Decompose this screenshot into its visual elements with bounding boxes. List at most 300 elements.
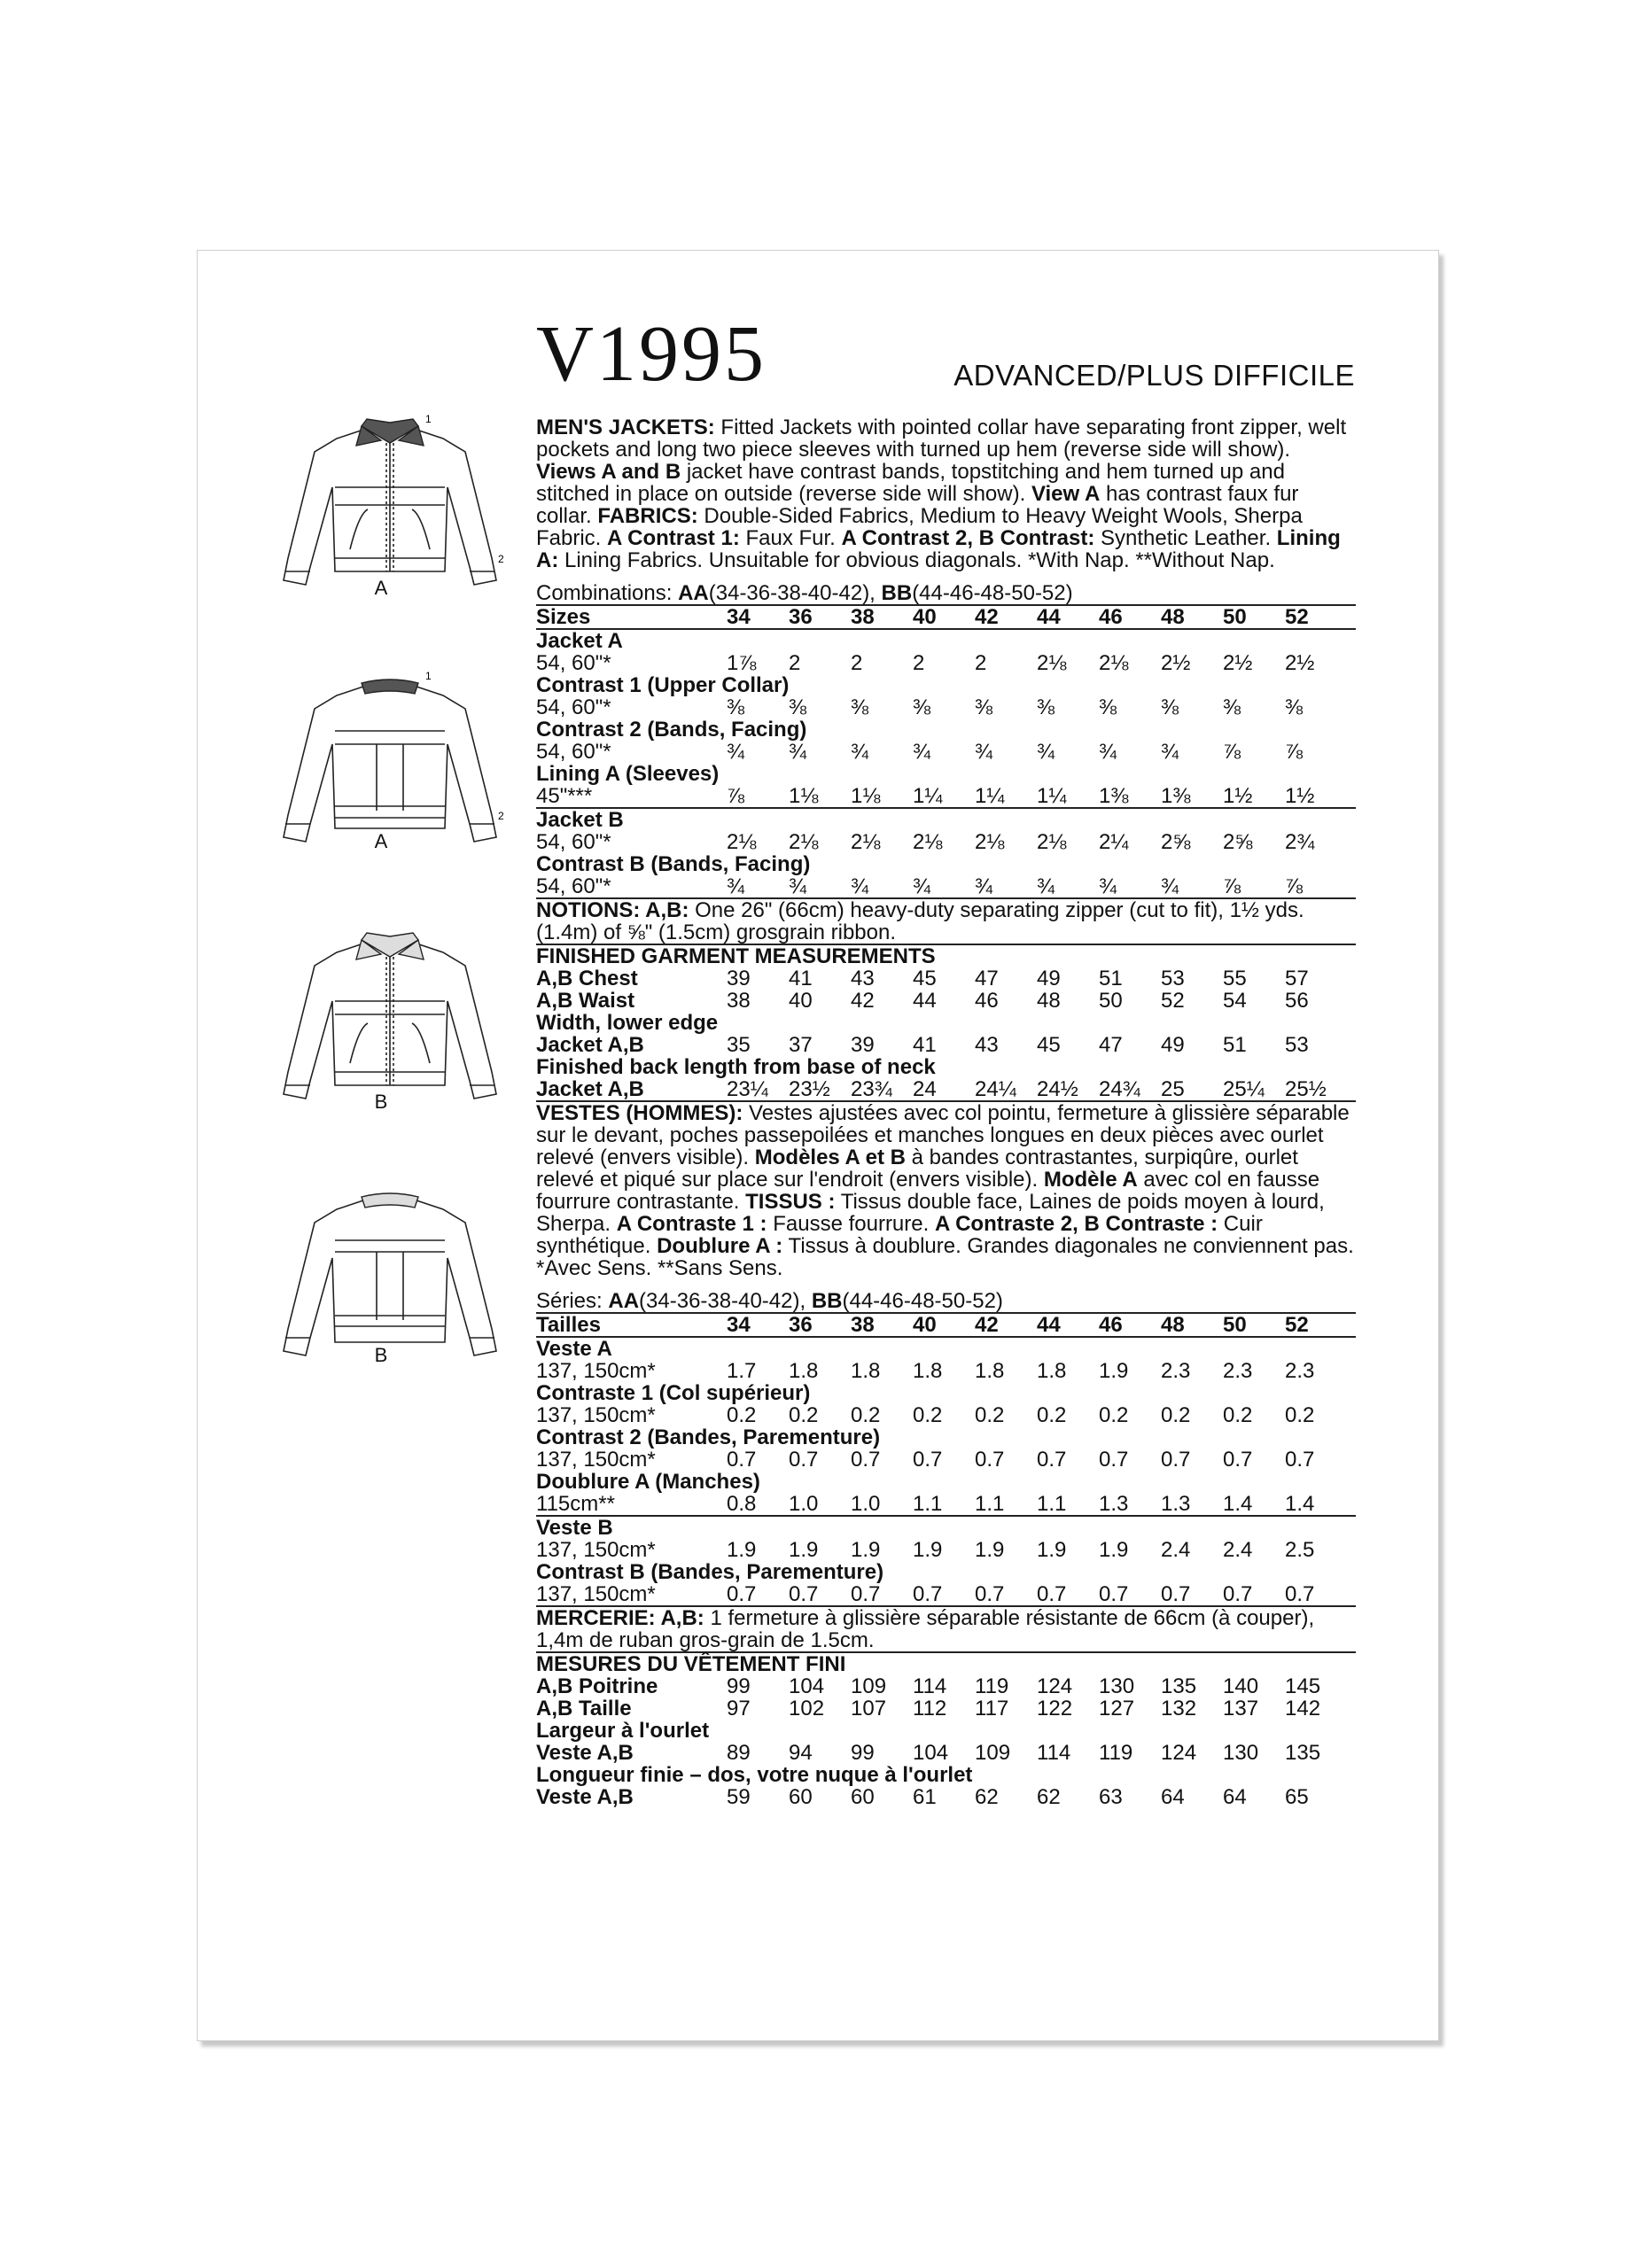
table-cell: 1.1 <box>913 1492 943 1516</box>
table-cell: ¾ <box>1037 874 1055 898</box>
table-cell: 0.7 <box>1223 1582 1253 1606</box>
table-cell: ⅞ <box>1285 874 1304 898</box>
table-cell: 117 <box>975 1697 1009 1720</box>
table-cell: ⅜ <box>975 695 993 719</box>
fabrics-text: Faux Fur. <box>739 526 842 550</box>
table-cell: 1.8 <box>1037 1359 1067 1383</box>
table-cell: 43 <box>851 967 875 990</box>
row-label: A,B Waist <box>536 989 635 1013</box>
row-label: 54, 60"* <box>536 740 611 764</box>
table-cell: 40 <box>789 989 813 1013</box>
table-cell: 44 <box>913 989 937 1013</box>
table-cell: 48 <box>1161 605 1185 629</box>
table-cell: 42 <box>851 989 875 1013</box>
table-cell: 23½ <box>789 1077 830 1101</box>
table-cell: 1.1 <box>975 1492 1005 1516</box>
description-text: à bandes contrastantes, surpiqûre, ourlet relevé et piqué sur place sur l'endroit (envers visible). <box>536 1146 1298 1192</box>
table-cell: 1.9 <box>913 1538 943 1562</box>
table-cell: 61 <box>913 1785 937 1809</box>
table-cell: 2⅝ <box>1223 830 1253 854</box>
table-cell: 142 <box>1285 1697 1321 1720</box>
table-cell: 34 <box>727 605 751 629</box>
table-cell: 2 <box>789 651 801 675</box>
table-cell: 1¼ <box>975 784 1005 808</box>
series-aa-sizes: (34-36-38-40-42), <box>639 1289 812 1313</box>
notions <box>536 899 1356 944</box>
yardage-row <box>536 1539 1356 1561</box>
table-cell: ¾ <box>1099 740 1117 764</box>
yardage-row <box>536 1449 1356 1471</box>
notions-text: One 26" (66cm) heavy-duty separating zipper (cut to fit), 1½ yds. (1.4m) of ⅝" (1.5cm) grosgrain ribbon. <box>536 898 1304 944</box>
table-cell: 2½ <box>1285 651 1315 675</box>
table-cell: 0.7 <box>1099 1582 1129 1606</box>
table-cell: 25½ <box>1285 1077 1327 1101</box>
table-cell: 2.4 <box>1161 1538 1191 1562</box>
fabric-label: Veste A <box>536 1337 612 1361</box>
doublure-label: Doublure A : <box>657 1234 783 1258</box>
yardage-row <box>536 1404 1356 1426</box>
table-cell: 0.7 <box>913 1448 943 1472</box>
table-cell: 0.7 <box>1161 1582 1191 1606</box>
table-cell: 89 <box>727 1741 751 1765</box>
mesures-title: MESURES DU VÊTEMENT FINI <box>536 1652 846 1676</box>
row-label: 45"*** <box>536 784 593 808</box>
row-label: Jacket A,B <box>536 1077 644 1101</box>
table-cell: 1¼ <box>1037 784 1067 808</box>
marker-2: 2 <box>498 810 504 822</box>
table-cell: 1.9 <box>789 1538 819 1562</box>
table-cell: 52 <box>1285 1313 1309 1337</box>
view-label: B <box>374 1091 388 1113</box>
table-cell: ¾ <box>851 740 869 764</box>
row-label: 115cm** <box>536 1492 615 1516</box>
yardage-row <box>536 741 1356 763</box>
table-cell: ¾ <box>913 874 931 898</box>
row-label: 54, 60"* <box>536 695 611 719</box>
measurement-label: Width, lower edge <box>536 1011 719 1035</box>
table-cell: 1.8 <box>851 1359 881 1383</box>
table-cell: ⅜ <box>727 695 745 719</box>
table-cell: 0.7 <box>1285 1448 1315 1472</box>
combo-bb-sizes: (44-46-48-50-52) <box>912 581 1073 605</box>
yardage-row <box>536 785 1356 807</box>
table-cell: 124 <box>1037 1674 1073 1698</box>
mercerie <box>536 1607 1356 1651</box>
table-cell: ⅜ <box>1285 695 1304 719</box>
table-cell: ¾ <box>975 874 993 898</box>
sizes-header-row <box>536 606 1356 630</box>
table-cell: 0.7 <box>851 1448 881 1472</box>
row-label: 137, 150cm* <box>536 1403 656 1427</box>
table-cell: 60 <box>789 1785 813 1809</box>
table-cell: ⅞ <box>727 784 745 808</box>
table-cell: 99 <box>727 1674 751 1698</box>
table-cell: ¾ <box>851 874 869 898</box>
table-cell: 39 <box>851 1033 875 1057</box>
combinations-lead: Combinations: <box>536 581 679 605</box>
combo-aa-sizes: (34-36-38-40-42), <box>708 581 882 605</box>
table-cell: 41 <box>913 1033 937 1057</box>
table-cell: 0.2 <box>975 1403 1005 1427</box>
table-cell: 0.2 <box>1223 1403 1253 1427</box>
table-cell: 1.8 <box>789 1359 819 1383</box>
table-cell: 0.7 <box>727 1448 757 1472</box>
table-cell: 1.4 <box>1223 1492 1253 1516</box>
table-cell: 124 <box>1161 1741 1197 1765</box>
french-description <box>536 1102 1356 1279</box>
table-cell: 1.1 <box>1037 1492 1067 1516</box>
mercerie-text: 1 fermeture à glissière séparable résistante de 66cm (à couper), 1,4m de ruban gros-grain de 1.5cm. <box>536 1606 1315 1652</box>
table-cell: 40 <box>913 605 937 629</box>
table-cell: 109 <box>975 1741 1011 1765</box>
table-cell: ¾ <box>789 874 807 898</box>
table-cell: 119 <box>975 1674 1009 1698</box>
jacket-front-icon <box>257 403 523 598</box>
description-lead: VESTES (HOMMES): <box>536 1101 743 1125</box>
table-cell: 50 <box>1223 1313 1247 1337</box>
table-cell: ¾ <box>1161 740 1179 764</box>
table-cell: 37 <box>789 1033 813 1057</box>
modele-a: Modèle A <box>1043 1168 1138 1192</box>
row-label: 54, 60"* <box>536 874 611 898</box>
table-cell: 46 <box>1099 1313 1123 1337</box>
jacket-back-icon <box>257 660 523 855</box>
table-cell: ¾ <box>913 740 931 764</box>
table-cell: 46 <box>1099 605 1123 629</box>
table-cell: 2⅛ <box>851 830 881 854</box>
table-cell: 2⅝ <box>1161 830 1191 854</box>
measurement-row <box>536 990 1356 1012</box>
table-cell: 35 <box>727 1033 751 1057</box>
table-cell: 119 <box>1099 1741 1133 1765</box>
table-cell: ⅜ <box>913 695 931 719</box>
table-cell: ¾ <box>727 874 745 898</box>
measurement-label: Longueur finie – dos, votre nuque à l'ourlet <box>536 1763 973 1787</box>
table-cell: 1¼ <box>913 784 943 808</box>
lining-label: Lining A: <box>536 526 1341 572</box>
fabric-label: Lining A (Sleeves) <box>536 762 720 786</box>
table-cell: 99 <box>851 1741 875 1765</box>
table-cell: 1.8 <box>913 1359 943 1383</box>
series-bb-sizes: (44-46-48-50-52) <box>842 1289 1003 1313</box>
table-cell: 1½ <box>1285 784 1315 808</box>
table-cell: 25 <box>1161 1077 1185 1101</box>
table-cell: 0.2 <box>1161 1403 1191 1427</box>
table-cell: 2⅛ <box>975 830 1005 854</box>
table-cell: 57 <box>1285 967 1309 990</box>
table-cell: 38 <box>851 1313 875 1337</box>
fabrics-text: Lining Fabrics. Unsuitable for obvious diagonals. *With Nap. **Without Nap. <box>558 548 1275 572</box>
view-a-front-drawing <box>257 403 523 598</box>
table-cell: 46 <box>975 989 999 1013</box>
table-cell: 0.2 <box>789 1403 819 1427</box>
table-cell: 48 <box>1161 1313 1185 1337</box>
mercerie-lead: MERCERIE: A,B: <box>536 1606 704 1630</box>
table-cell: 25¼ <box>1223 1077 1265 1101</box>
table-cell: 102 <box>789 1697 825 1720</box>
table-cell: 64 <box>1161 1785 1185 1809</box>
table-cell: 1⅛ <box>851 784 881 808</box>
table-cell: 65 <box>1285 1785 1309 1809</box>
table-cell: 39 <box>727 967 751 990</box>
table-cell: 52 <box>1161 989 1185 1013</box>
measurement-label: Finished back length from base of neck <box>536 1055 936 1079</box>
table-cell: 122 <box>1037 1697 1073 1720</box>
fabrics-text: Double-Sided Fabrics, Medium to Heavy Weight Wools, Sherpa Fabric. <box>536 504 1303 550</box>
table-cell: 38 <box>727 989 751 1013</box>
tissus-text: Tissus à doublure. Grandes diagonales ne conviennent pas. *Avec Sens. **Sans Sens. <box>536 1234 1354 1280</box>
table-cell: 0.7 <box>1037 1582 1067 1606</box>
table-cell: 50 <box>1223 605 1247 629</box>
row-label: 137, 150cm* <box>536 1538 656 1562</box>
view-label: A <box>374 577 388 599</box>
table-cell: 23¾ <box>851 1077 892 1101</box>
marker-1: 1 <box>425 413 432 425</box>
table-cell: 2 <box>913 651 925 675</box>
row-label: 137, 150cm* <box>536 1448 656 1472</box>
table-cell: ¾ <box>1037 740 1055 764</box>
table-cell: 64 <box>1223 1785 1247 1809</box>
description-lead: MEN'S JACKETS: <box>536 416 715 439</box>
english-description <box>536 416 1356 571</box>
table-cell: 34 <box>727 1313 751 1337</box>
table-cell: 0.7 <box>1223 1448 1253 1472</box>
table-cell: 53 <box>1161 967 1185 990</box>
table-cell: 0.2 <box>913 1403 943 1427</box>
views-ab: Views A and B <box>536 460 681 484</box>
sizes-header-row <box>536 1314 1356 1338</box>
yardage-row <box>536 875 1356 897</box>
table-cell: ⅜ <box>851 695 869 719</box>
table-cell: 109 <box>851 1674 887 1698</box>
yardage-row <box>536 831 1356 853</box>
table-cell: 47 <box>1099 1033 1123 1057</box>
tissus-lead: TISSUS : <box>745 1190 836 1214</box>
table-cell: ⅜ <box>1223 695 1241 719</box>
table-cell: 130 <box>1099 1674 1135 1698</box>
description-text: Fitted Jackets with pointed collar have separating front zipper, welt pockets and long two piece sleeves with turned up hem (reverse side will show). <box>536 416 1347 462</box>
notions-lead: NOTIONS: A,B: <box>536 898 689 922</box>
table-cell: ¾ <box>789 740 807 764</box>
yardage-row <box>536 1360 1356 1382</box>
view-b-front-drawing <box>257 917 523 1112</box>
fabric-label: Contrast B (Bandes, Parementure) <box>536 1560 884 1584</box>
combinations-line <box>536 582 1356 604</box>
table-cell: ⅞ <box>1223 874 1241 898</box>
table-cell: ¾ <box>1099 874 1117 898</box>
fabric-label: Jacket A <box>536 629 623 653</box>
table-cell: 24½ <box>1037 1077 1078 1101</box>
combo-bb: BB <box>881 581 913 605</box>
row-label: 137, 150cm* <box>536 1359 656 1383</box>
table-cell: 2¼ <box>1099 830 1129 854</box>
view-b-back-drawing <box>257 1174 523 1369</box>
contrast-label: A Contrast 1: <box>607 526 740 550</box>
table-cell: 51 <box>1223 1033 1247 1057</box>
yardage-row <box>536 1493 1356 1515</box>
contraste-label: A Contraste 1 : <box>616 1212 767 1236</box>
table-cell: 40 <box>913 1313 937 1337</box>
row-label: Veste A,B <box>536 1741 634 1765</box>
table-cell: 112 <box>913 1697 947 1720</box>
table-cell: ⅜ <box>1099 695 1117 719</box>
finished-measurements-title: FINISHED GARMENT MEASUREMENTS <box>536 944 936 968</box>
fabric-label: Contrast 2 (Bands, Facing) <box>536 718 807 742</box>
row-label: 54, 60"* <box>536 651 611 675</box>
table-cell: 0.2 <box>1099 1403 1129 1427</box>
table-cell: 1.9 <box>975 1538 1005 1562</box>
row-label: Tailles <box>536 1313 601 1337</box>
table-cell: 56 <box>1285 989 1309 1013</box>
row-label: Jacket A,B <box>536 1033 644 1057</box>
table-cell: 97 <box>727 1697 751 1720</box>
table-cell: 1½ <box>1223 784 1253 808</box>
pattern-info <box>536 416 1356 1808</box>
table-cell: 24 <box>913 1077 937 1101</box>
row-label: A,B Poitrine <box>536 1674 658 1698</box>
measurement-row <box>536 1078 1356 1100</box>
jacket-front-icon <box>257 917 523 1112</box>
measurement-row <box>536 967 1356 990</box>
series-line <box>536 1290 1356 1312</box>
table-cell: 2⅛ <box>1037 651 1067 675</box>
fabric-label: Contrast B (Bands, Facing) <box>536 852 811 876</box>
table-cell: 1.9 <box>1037 1538 1067 1562</box>
table-cell: 41 <box>789 967 813 990</box>
table-cell: 53 <box>1285 1033 1309 1057</box>
marker-1: 1 <box>425 670 432 682</box>
description-text: has contrast faux fur collar. <box>536 482 1299 528</box>
table-cell: 1⅜ <box>1099 784 1129 808</box>
table-cell: 36 <box>789 1313 813 1337</box>
table-cell: 0.2 <box>1285 1403 1315 1427</box>
row-label: 137, 150cm* <box>536 1582 656 1606</box>
row-label: A,B Chest <box>536 967 638 990</box>
table-cell: 2.5 <box>1285 1538 1315 1562</box>
table-cell: 114 <box>913 1674 947 1698</box>
table-cell: 1⅜ <box>1161 784 1191 808</box>
view-label: B <box>374 1344 388 1366</box>
row-label: Sizes <box>536 605 591 629</box>
table-cell: 2⅛ <box>727 830 757 854</box>
table-cell: 104 <box>913 1741 949 1765</box>
table-cell: 50 <box>1099 989 1123 1013</box>
fabric-label: Contrast 1 (Upper Collar) <box>536 673 790 697</box>
table-cell: 2.3 <box>1285 1359 1315 1383</box>
jacket-back-icon <box>257 1174 523 1369</box>
table-cell: 1.9 <box>1099 1538 1129 1562</box>
table-cell: 43 <box>975 1033 999 1057</box>
table-cell: 0.2 <box>851 1403 881 1427</box>
table-cell: 135 <box>1161 1674 1197 1698</box>
yardage-row <box>536 652 1356 674</box>
measurement-row <box>536 1675 1356 1697</box>
table-cell: 45 <box>1037 1033 1061 1057</box>
series-bb: BB <box>811 1289 843 1313</box>
contrast-label: A Contrast 2, B Contrast: <box>841 526 1095 550</box>
table-cell: 1.9 <box>727 1538 757 1562</box>
measurement-row <box>536 1786 1356 1808</box>
table-cell: 24¾ <box>1099 1077 1140 1101</box>
measurement-row <box>536 1034 1356 1056</box>
table-cell: 0.8 <box>727 1492 757 1516</box>
description-text: jacket have contrast bands, topstitching and hem turned up and stitched in place on outside (reverse side will show). <box>536 460 1285 506</box>
series-aa: AA <box>608 1289 640 1313</box>
fabrics-lead: FABRICS: <box>597 504 698 528</box>
table-cell: 130 <box>1223 1741 1259 1765</box>
table-cell: 51 <box>1099 967 1123 990</box>
fabric-label: Veste B <box>536 1516 613 1540</box>
table-cell: 0.2 <box>727 1403 757 1427</box>
view-a-back-drawing <box>257 660 523 855</box>
table-cell: ⅞ <box>1285 740 1304 764</box>
table-cell: 1.0 <box>851 1492 881 1516</box>
table-cell: 49 <box>1037 967 1061 990</box>
row-label: 54, 60"* <box>536 830 611 854</box>
row-label: A,B Taille <box>536 1697 632 1720</box>
table-cell: 2.3 <box>1223 1359 1253 1383</box>
table-cell: 114 <box>1037 1741 1071 1765</box>
table-cell: 59 <box>727 1785 751 1809</box>
series-lead: Séries: <box>536 1289 609 1313</box>
table-cell: 1.3 <box>1099 1492 1129 1516</box>
table-cell: 135 <box>1285 1741 1321 1765</box>
view-label: A <box>374 830 388 852</box>
table-cell: ¾ <box>975 740 993 764</box>
row-label: Veste A,B <box>536 1785 634 1809</box>
table-cell: 42 <box>975 1313 999 1337</box>
table-cell: 145 <box>1285 1674 1321 1698</box>
table-cell: 0.7 <box>913 1582 943 1606</box>
measurement-row <box>536 1742 1356 1764</box>
fabric-label: Contraste 1 (Col supérieur) <box>536 1381 811 1405</box>
modeles-ab: Modèles A et B <box>754 1146 906 1169</box>
table-cell: 0.7 <box>975 1582 1005 1606</box>
fabric-label: Contrast 2 (Bandes, Parementure) <box>536 1425 881 1449</box>
contraste-label: A Contraste 2, B Contraste : <box>934 1212 1218 1236</box>
table-cell: 42 <box>975 605 999 629</box>
description-text: avec col en fausse fourrure contrastante. <box>536 1168 1320 1214</box>
table-cell: 38 <box>851 605 875 629</box>
fabric-label: Doublure A (Manches) <box>536 1470 760 1494</box>
table-cell: ⅜ <box>1161 695 1179 719</box>
table-cell: 1.9 <box>1099 1359 1129 1383</box>
table-cell: 2 <box>851 651 863 675</box>
table-cell: 1.9 <box>851 1538 881 1562</box>
tissus-text: Fausse fourrure. <box>767 1212 935 1236</box>
difficulty-label: ADVANCED/PLUS DIFFICILE <box>953 359 1355 392</box>
table-cell: 1⅛ <box>789 784 819 808</box>
table-cell: 45 <box>913 967 937 990</box>
table-cell: 1.8 <box>975 1359 1005 1383</box>
table-cell: 0.7 <box>727 1582 757 1606</box>
fabric-label: Jacket B <box>536 808 624 832</box>
table-cell: 0.7 <box>1037 1448 1067 1472</box>
pattern-code: V1995 <box>536 310 767 398</box>
table-cell: 0.7 <box>1099 1448 1129 1472</box>
table-cell: 0.2 <box>1037 1403 1067 1427</box>
table-cell: 137 <box>1223 1697 1259 1720</box>
table-cell: 47 <box>975 967 999 990</box>
table-cell: 54 <box>1223 989 1247 1013</box>
table-cell: 62 <box>1037 1785 1061 1809</box>
table-cell: 2½ <box>1161 651 1191 675</box>
table-cell: 107 <box>851 1697 887 1720</box>
tissus-text: Cuir synthétique. <box>536 1212 1263 1258</box>
combo-aa: AA <box>678 581 709 605</box>
table-cell: 23¼ <box>727 1077 768 1101</box>
table-cell: 2⅛ <box>1037 830 1067 854</box>
